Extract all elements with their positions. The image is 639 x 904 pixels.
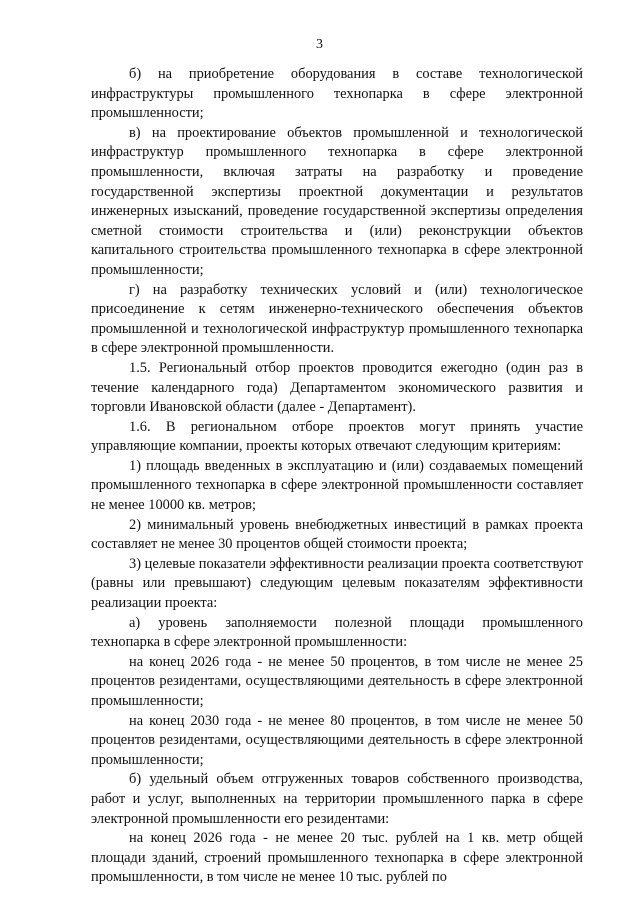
paragraph-1-6: 1.6. В региональном отборе проектов могут принять участие управляющие компании, проекты которых отвечают следующим критериям:: [91, 418, 583, 455]
target-a-2026: на конец 2026 года - не менее 50 процентов, в том числе не менее 25 процентов резидентами, осуществляющими деятельность в сфере электронной промышленности;: [91, 653, 583, 709]
document-body: [91, 65, 583, 888]
target-b-shipped-volume: б) удельный объем отгруженных товаров собственного производства, работ и услуг, выполненных на территории промышленного парка в сфере электронной промышленности его резидентами:: [91, 771, 583, 827]
criterion-1-area: 1) площадь введенных в эксплуатацию и (или) создаваемых помещений промышленного технопарка в сфере электронной промышленности составляет не менее 10000 кв. метров;: [91, 457, 583, 514]
page-number: 3: [316, 37, 323, 52]
target-b-2026: на конец 2026 года - не менее 20 тыс. рублей на 1 кв. метр общей площади зданий, строений промышленного технопарка в сфере электронной промышленности, в том числе не менее 10 тыс. рублей по: [91, 830, 583, 886]
paragraph-g-technical-conditions: г) на разработку технических условий и (или) технологическое присоединение к сетям инженерно-технического обеспечения объектов промышленной и технологической инфраструктур промышленного технопарка в сфере электронной промышленности.: [91, 281, 583, 357]
target-a-occupancy: а) уровень заполняемости полезной площади промышленного технопарка в сфере электронной промышленности:: [91, 614, 583, 651]
criterion-3-targets: 3) целевые показатели эффективности реализации проекта соответствуют (равны или превышают) следующим целевым показателям эффективности реализации проекта:: [91, 555, 583, 612]
paragraph-1-5: 1.5. Региональный отбор проектов проводится ежегодно (один раз в течение календарного года) Департаментом экономического развития и торговли Ивановской области (далее - Департамент).: [91, 359, 583, 416]
criterion-2-investment: 2) минимальный уровень внебюджетных инвестиций в рамках проекта составляет не менее 30 процентов общей стоимости проекта;: [91, 516, 583, 553]
paragraph-v-design: в) на проектирование объектов промышленной и технологической инфраструктур промышленного технопарка в сфере электронной промышленности, включая затраты на разработку и проведение государственной экспертизы проектной документации и результатов инженерных изысканий, проведение государственной экспертизы определения сметной стоимости строительства и (или) реконструкции объектов капитального строительства промышленного технопарка в сфере электронной промышленности;: [91, 124, 583, 278]
paragraph-b-equipment: б) на приобретение оборудования в составе технологической инфраструктуры промышленного технопарка в сфере электронной промышленности;: [91, 66, 583, 122]
target-a-2030: на конец 2030 года - не менее 80 процентов, в том числе не менее 50 процентов резидентами, осуществляющими деятельность в сфере электронной промышленности;: [91, 712, 583, 768]
